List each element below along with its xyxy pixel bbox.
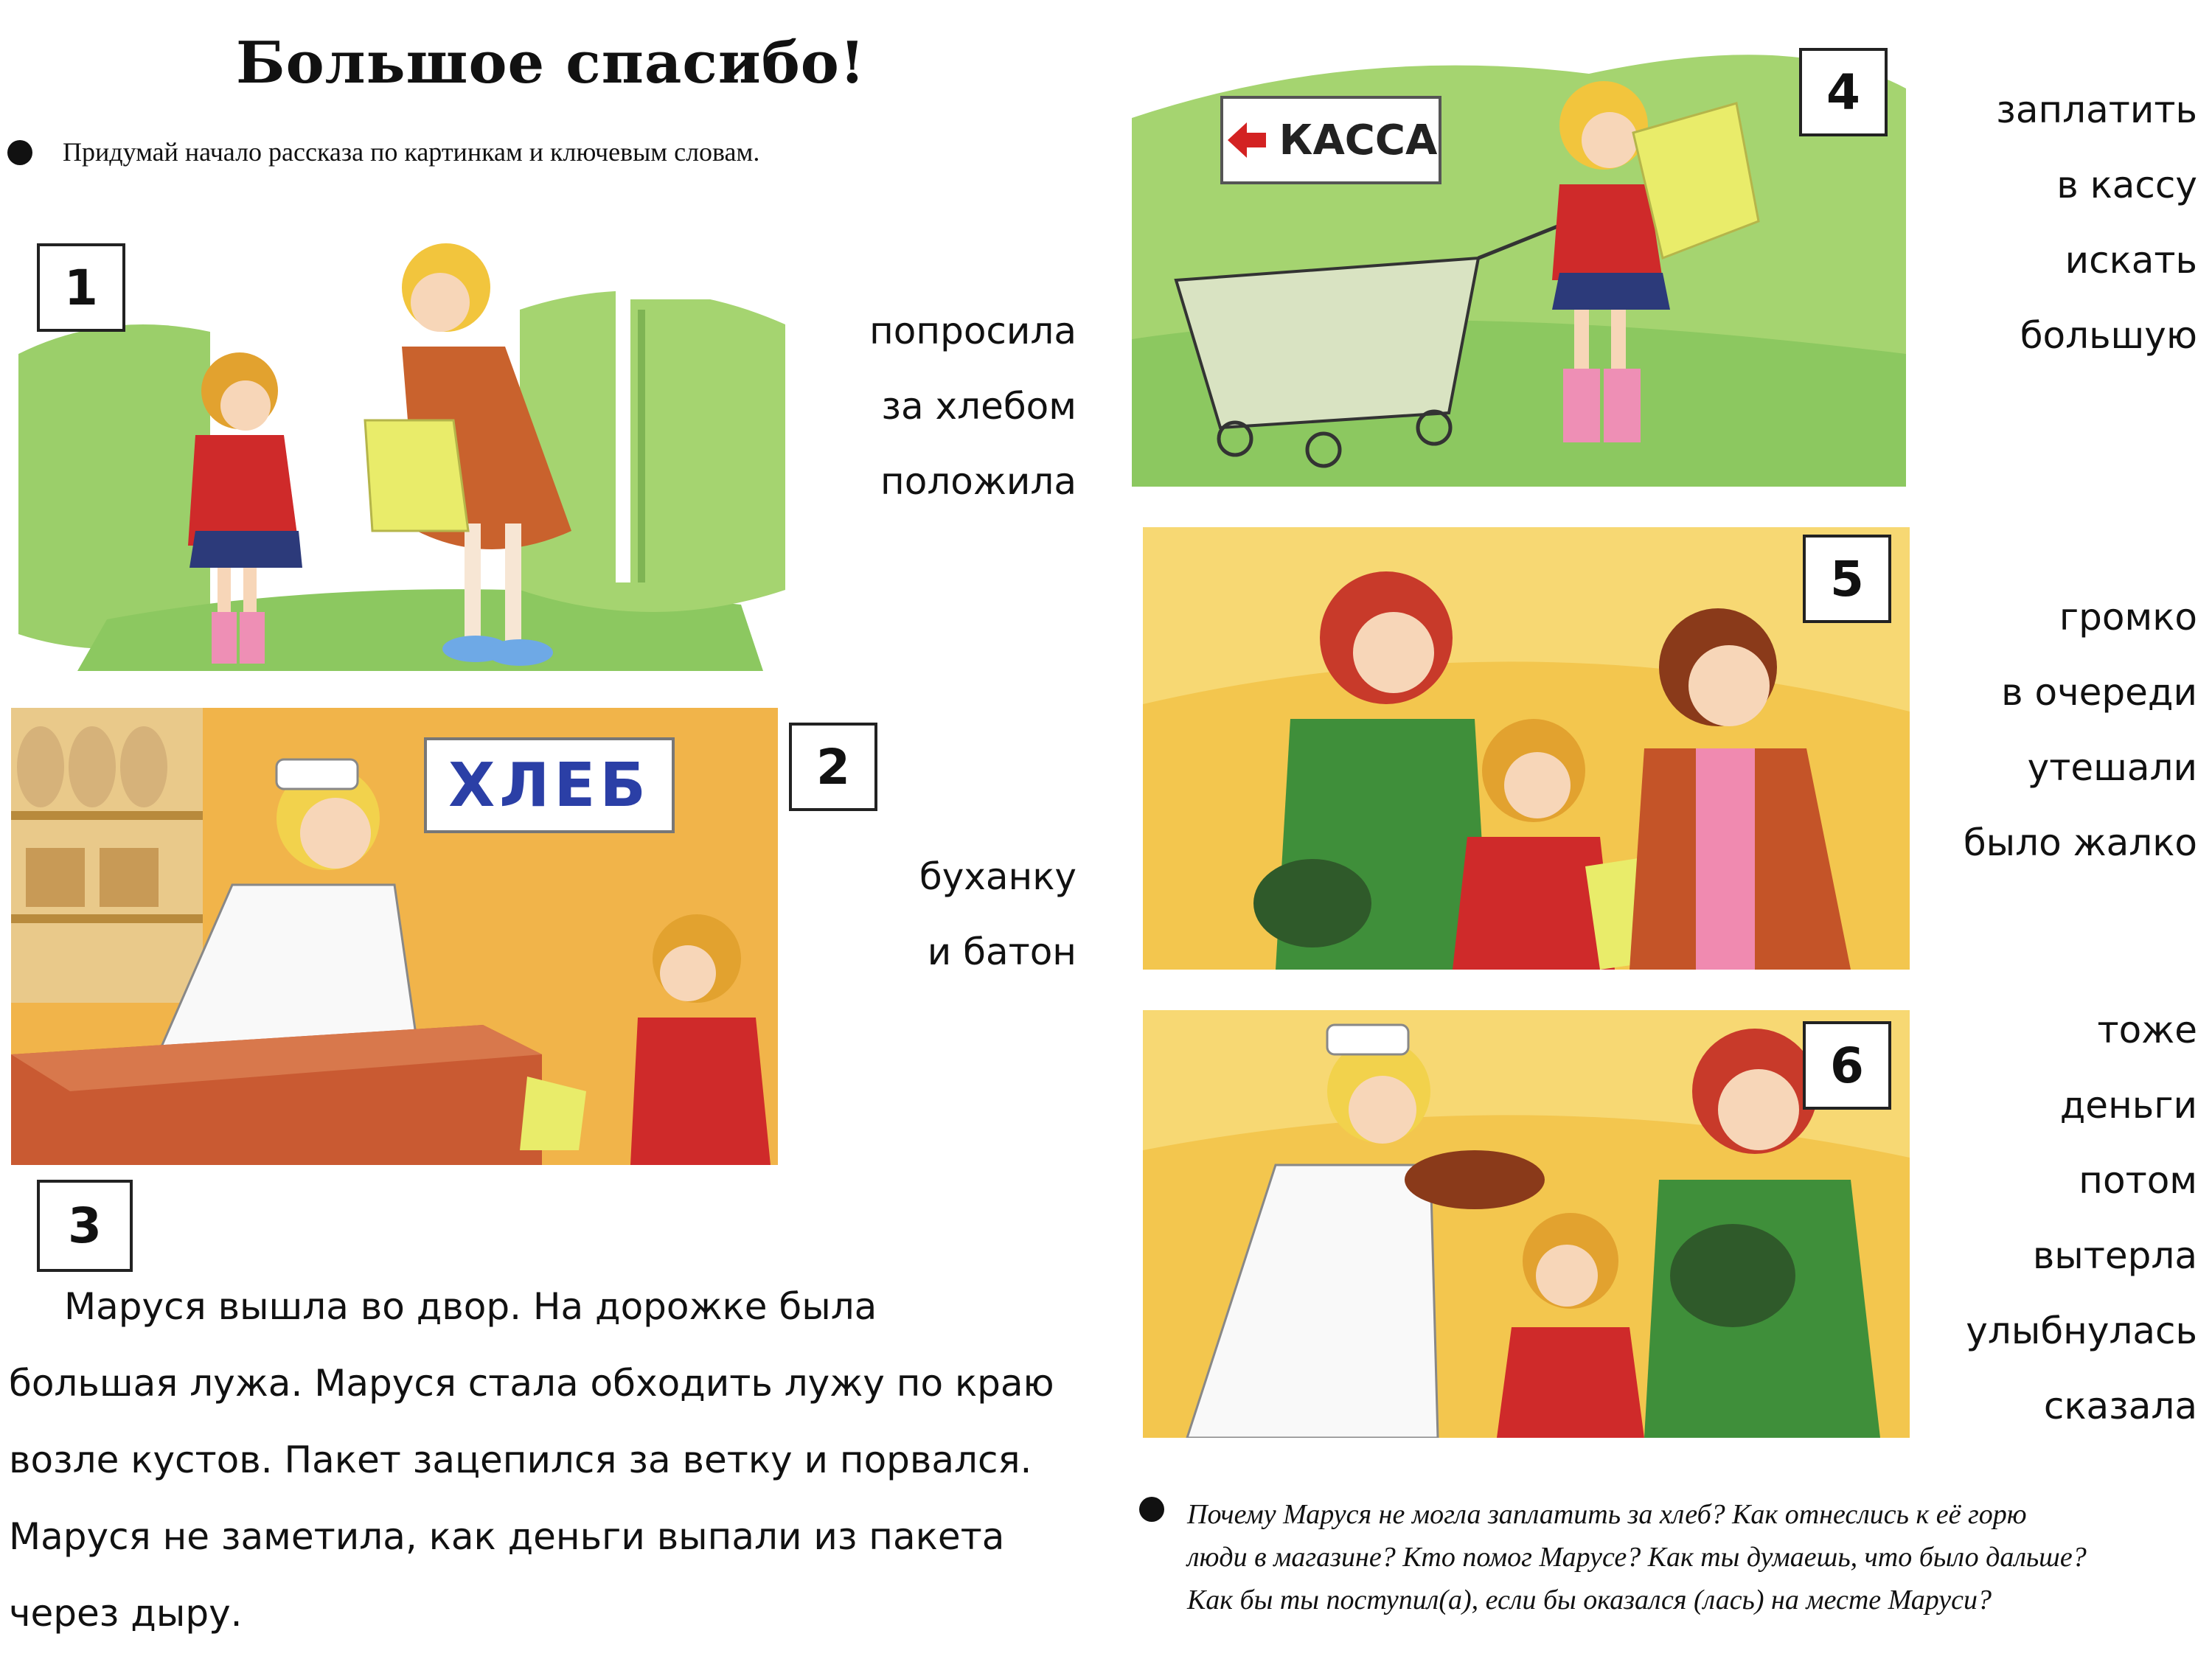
story-line: большая лужа. Маруся стала обходить лужу по краю <box>9 1362 1054 1405</box>
keyword: деньги <box>2059 1084 2197 1127</box>
story-line: возле кустов. Пакет зацепился за ветку и порвался. <box>9 1439 1032 1481</box>
keyword: вытерла <box>2032 1234 2197 1277</box>
keyword: за хлебом <box>881 385 1077 428</box>
instruction-text: Придумай начало рассказа по картинкам и ключевым словам. <box>63 137 760 167</box>
question-line: Почему Маруся не могла заплатить за хлеб? Как отнеслись к её горю <box>1187 1499 2027 1530</box>
arrow-left-icon <box>1225 118 1269 162</box>
questions-text <box>1187 1493 2205 1621</box>
keyword: заплатить <box>1996 88 2197 131</box>
keyword: утешали <box>2027 746 2197 789</box>
keyword: и батон <box>927 931 1077 973</box>
keyword: положила <box>880 460 1077 503</box>
keyword: в очереди <box>2001 671 2197 714</box>
page-title: Большое спасибо! <box>236 29 866 97</box>
panel-number-box: 3 <box>37 1180 133 1272</box>
keyword: сказала <box>2043 1385 2197 1427</box>
panel-number-box: 1 <box>37 243 125 332</box>
keyword: потом <box>2079 1159 2197 1202</box>
cashier-sign <box>1220 96 1441 184</box>
question-line: люди в магазине? Кто помог Марусе? Как ты думаешь, что было дальше? <box>1187 1542 2087 1573</box>
bullet-icon <box>7 140 32 165</box>
keyword: попросила <box>869 310 1077 352</box>
panel-number-box: 4 <box>1799 48 1888 136</box>
panel-6-illustration <box>1143 1010 1910 1438</box>
keyword: тоже <box>2097 1009 2197 1051</box>
keyword: громко <box>2059 596 2197 639</box>
keyword: в кассу <box>2056 164 2197 206</box>
bread-sign <box>424 737 675 833</box>
keyword: искать <box>2065 239 2197 282</box>
keyword: большую <box>2020 314 2197 357</box>
keyword: было жалко <box>1963 821 2197 864</box>
question-line: Как бы ты поступил(а), если бы оказался (лась) на месте Маруси? <box>1187 1585 1992 1615</box>
story-line: Маруся вышла во двор. На дорожке была <box>64 1285 877 1328</box>
story-text <box>9 1268 1085 1652</box>
bread-sign-text: ХЛЕБ <box>448 750 650 821</box>
bullet-icon <box>1139 1497 1164 1522</box>
story-line: через дыру. <box>9 1592 243 1635</box>
panel-number-box: 5 <box>1803 535 1891 623</box>
panel-number-box: 2 <box>789 723 877 811</box>
panel-number-box: 6 <box>1803 1021 1891 1110</box>
story-line: Маруся не заметила, как деньги выпали из пакета <box>9 1515 1005 1558</box>
keyword: улыбнулась <box>1966 1310 2197 1352</box>
cashier-sign-text: КАССА <box>1279 116 1438 164</box>
panel-5-illustration <box>1143 527 1910 970</box>
keyword: буханку <box>919 855 1077 898</box>
panel-1-illustration <box>18 221 785 671</box>
